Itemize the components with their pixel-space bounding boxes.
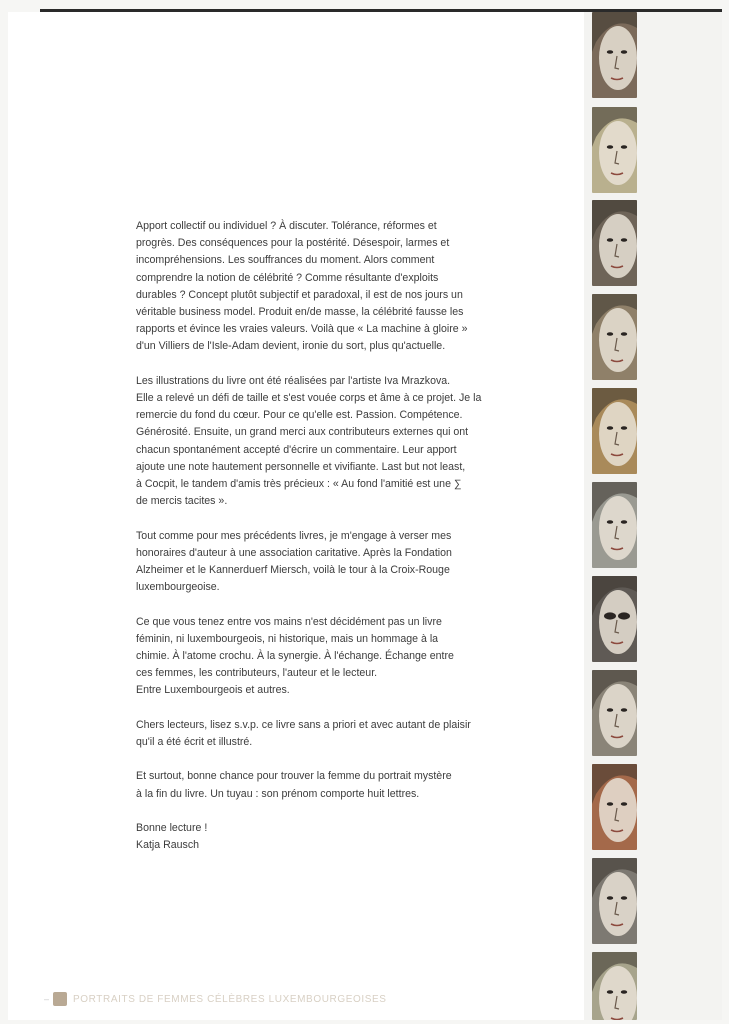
author-signature: Katja Rausch [136, 839, 200, 852]
closing-line: Bonne lecture ! [136, 822, 208, 835]
page-footer [44, 990, 387, 1008]
footer-dash: – [44, 994, 50, 1004]
portrait-illustration [592, 576, 637, 662]
portrait-illustration [592, 952, 637, 1020]
portrait-illustration [592, 200, 637, 286]
paragraph-celebrity: Apport collectif ou individuel ? À discuter. Tolérance, réformes et progrès. Des conséquences pour la postérité. Désespoir, larmes et incompréhensions. Les souffrances du moment. Alors comment comprendre la notion de célébrité ? Comme résultante d'exploits durables ? Concept plutôt subjectif et paradoxal, il est de nos jours un véritable business model. Produit en/de masse, la célébrité fausse les rapports et évince les vraies valeurs. Voilà que « La machine à gloire » d'un Villiers de l'Isle-Adam devient, ironie du sort, plus qu'actuelle. [136, 220, 468, 353]
portrait-illustration [592, 12, 637, 98]
page-number-box [53, 992, 67, 1006]
running-title: PORTRAITS DE FEMMES CÉLÈBRES LUXEMBOURGEOISES [73, 993, 387, 1005]
paragraph-homage: Ce que vous tenez entre vos mains n'est décidément pas un livre féminin, ni luxembourgeois, ni historique, mais un hommage à la chimie. À l'atome crochu. À la synergie. À l'échange. Échange entre ces femmes, les contributeurs, l'auteur et le lecteur. Entre Luxembourgeois et autres. [136, 615, 454, 697]
paragraph-mystery-portrait: Et surtout, bonne chance pour trouver la femme du portrait mystère à la fin du livre. Un tuyau : son prénom comporte huit lettres. [136, 770, 452, 800]
portrait-illustration [592, 858, 637, 944]
portrait-illustration [592, 764, 637, 850]
portrait-illustration [592, 294, 637, 380]
portrait-illustration [592, 107, 637, 193]
paragraph-charity: Tout comme pour mes précédents livres, je m'engage à verser mes honoraires d'auteur à une association caritative. Après la Fondation Alzheimer et le Kannerduerf Miersch, voilà le tour à la Croix-Rouge luxembourgeoise. [136, 529, 452, 594]
paragraph-readers: Chers lecteurs, lisez s.v.p. ce livre sans a priori et avec autant de plaisir qu'il a été écrit et illustré. [136, 718, 471, 749]
portrait-strip [592, 12, 637, 1020]
portrait-illustration [592, 388, 637, 474]
portrait-illustration [592, 670, 637, 756]
foreword-text [136, 218, 506, 854]
paragraph-illustrations: Les illustrations du livre ont été réalisées par l'artiste Iva Mrazkova. Elle a relevé un défi de taille et s'est vouée corps et âme à ce projet. Je la remercie du fond du cœur. Pour ce qu'elle est. Passion. Compétence. Générosité. Ensuite, un grand merci aux contributeurs externes qui ont chacun spontanément accepté d'écrire un commentaire. Leur apport ajoute une note hautement personnelle et vivifiante. Last but not least, à Cocpit, le tandem d'amis très précieux : « Au fond l'amitié est une ∑ de mercis tacites ». [136, 374, 482, 508]
portrait-illustration [592, 482, 637, 568]
